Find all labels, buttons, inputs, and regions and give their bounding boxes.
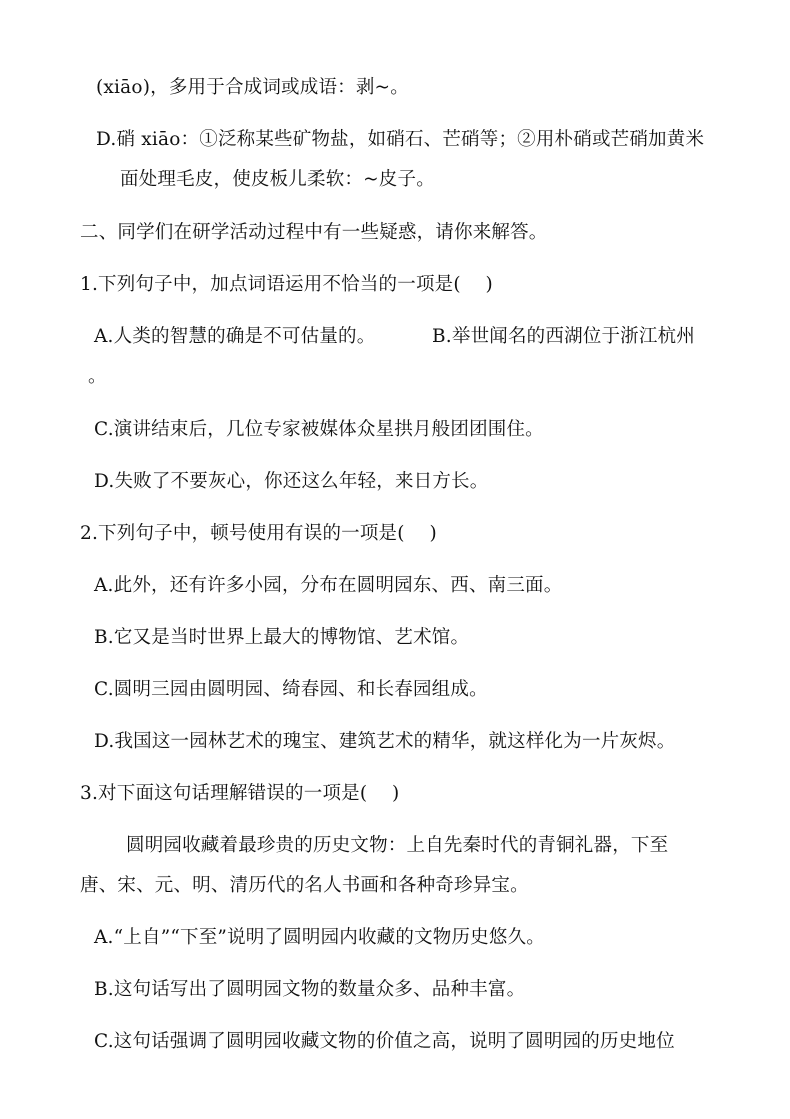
q1-option-b: B.举世闻名的西湖位于浙江杭州: [432, 326, 695, 347]
q1-option-d: D.失败了不要灰心，你还这么年轻，来日方长。: [94, 471, 489, 492]
q2-option-d: D.我国这一园林艺术的瑰宝、建筑艺术的精华，就这样化为一片灰烬。: [94, 731, 676, 752]
q1-option-a: A.人类的智慧的确是不可估量的。: [94, 326, 376, 347]
q3-quote-cont: 唐、宋、元、明、清历代的名人书画和各种奇珍异宝。: [80, 875, 529, 896]
q3-option-b: B.这句话写出了圆明园文物的数量众多、品种丰富。: [94, 979, 526, 1000]
section-heading-2: 二、同学们在研学活动过程中有一些疑惑，请你来解答。: [80, 222, 548, 243]
q2-option-b: B.它又是当时世界上最大的博物馆、艺术馆。: [94, 627, 470, 648]
option-d-definition-cont: 面处理毛皮，使皮板儿柔软：~皮子。: [120, 169, 435, 190]
question-2: 2.下列句子中，顿号使用有误的一项是( ): [80, 523, 437, 544]
text-line-1: (xiāo)，多用于合成词或成语：剥~。: [96, 77, 409, 98]
q3-quote: 圆明园收藏着最珍贵的历史文物：上自先秦时代的青铜礼器，下至: [126, 835, 669, 856]
q2-option-c: C.圆明三园由圆明园、绮春园、和长春园组成。: [94, 679, 488, 700]
q1-option-b-cont: 。: [88, 366, 107, 387]
option-d-definition: D.硝 xiāo：①泛称某些矿物盐，如硝石、芒硝等；②用朴硝或芒硝加黄米: [96, 129, 705, 150]
q2-option-a: A.此外，还有许多小园，分布在圆明园东、西、南三面。: [94, 575, 563, 596]
question-1: 1.下列句子中，加点词语运用不恰当的一项是( ): [80, 274, 493, 295]
q3-option-a: A.“上自”“下至”说明了圆明园内收藏的文物历史悠久。: [94, 927, 545, 948]
q1-option-c: C.演讲结束后，几位专家被媒体众星拱月般团团围住。: [94, 419, 544, 440]
question-3: 3.对下面这句话理解错误的一项是( ): [80, 783, 400, 804]
q3-option-c: C.这句话强调了圆明园收藏文物的价值之高，说明了圆明园的历史地位: [94, 1031, 675, 1052]
